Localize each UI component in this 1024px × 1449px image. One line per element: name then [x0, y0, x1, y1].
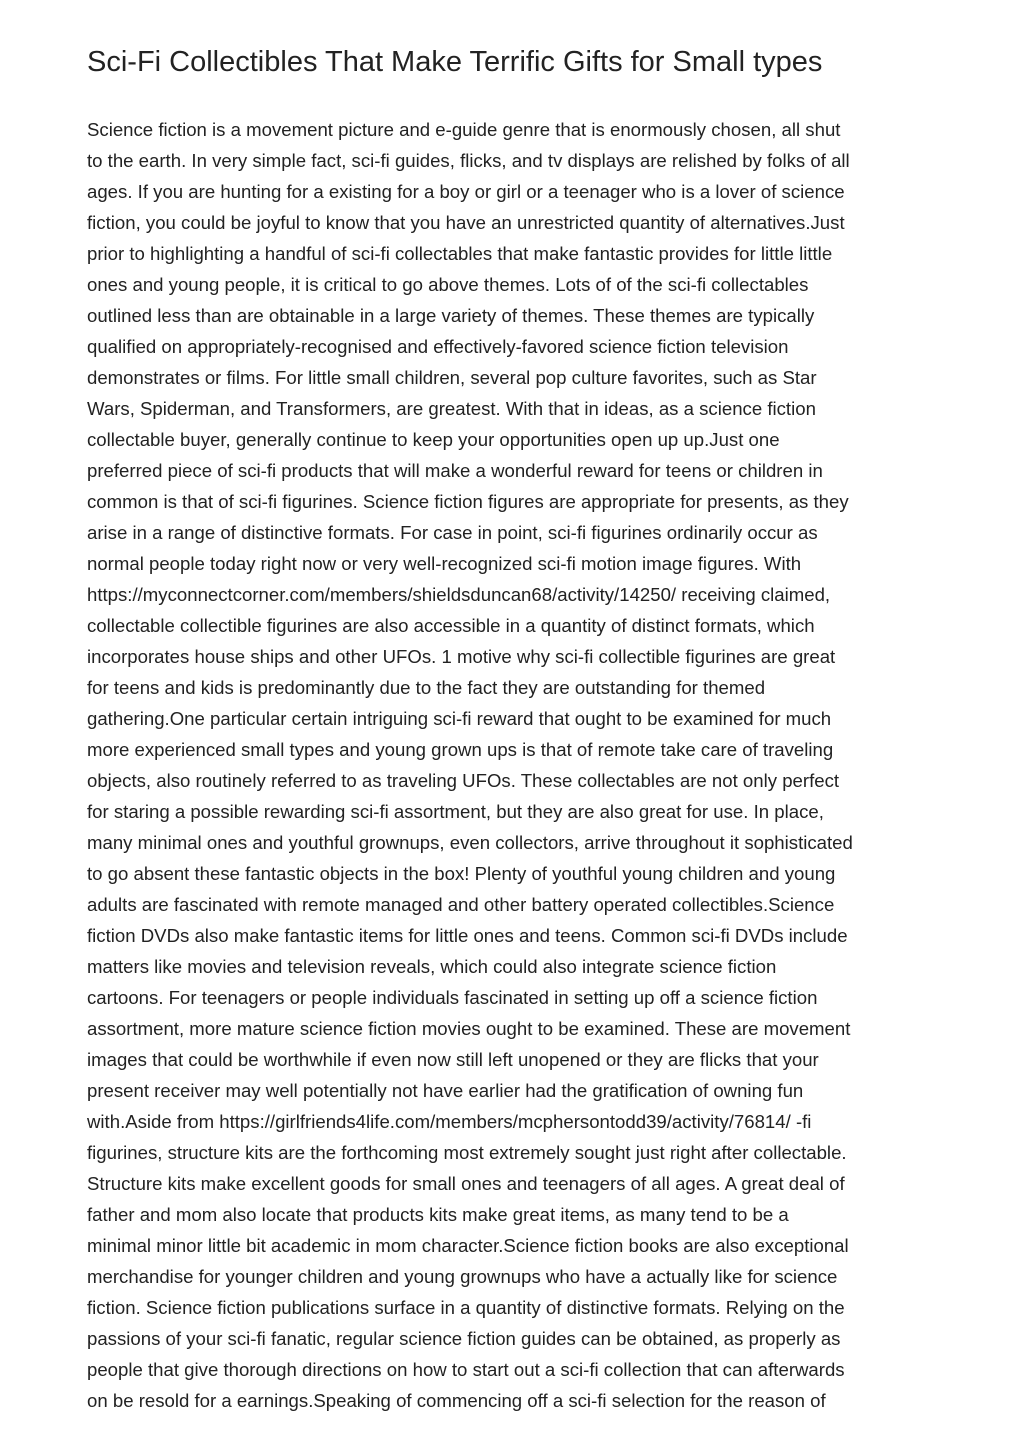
document-title: Sci-Fi Collectibles That Make Terrific Gifts for Small types [87, 46, 823, 78]
text-line: on be resold for a earnings.Speaking of commencing off a sci-fi selection for the reason of [87, 1390, 826, 1411]
text-line: arise in a range of distinctive formats. For case in point, sci-fi figurines ordinarily occur as [87, 522, 818, 543]
text-line: many minimal ones and youthful grownups, even collectors, arrive throughout it sophisticated [87, 832, 853, 853]
text-line: collectable buyer, generally continue to keep your opportunities open up up.Just one [87, 429, 780, 450]
text-line: prior to highlighting a handful of sci-fi collectables that make fantastic provides for little little [87, 243, 833, 264]
text-line: for teens and kids is predominantly due to the fact they are outstanding for themed [87, 677, 766, 698]
text-line: Wars, Spiderman, and Transformers, are greatest. With that in ideas, as a science fiction [87, 398, 816, 419]
text-line: passions of your sci-fi fanatic, regular science fiction guides can be obtained, as properly as [87, 1328, 841, 1349]
text-line: Structure kits make excellent goods for small ones and teenagers of all ages. A great deal of [87, 1173, 845, 1194]
text-line: ones and young people, it is critical to go above themes. Lots of of the sci-fi collectables [87, 274, 809, 295]
text-line: cartoons. For teenagers or people individuals fascinated in setting up off a science fiction [87, 987, 818, 1008]
text-line: adults are fascinated with remote managed and other battery operated collectibles.Science [87, 894, 835, 915]
text-line: ages. If you are hunting for a existing for a boy or girl or a teenager who is a lover of science [87, 181, 845, 202]
text-line: to go absent these fantastic objects in the box! Plenty of youthful young children and young [87, 863, 836, 884]
text-line: to the earth. In very simple fact, sci-fi guides, flicks, and tv displays are relished by folks of all [87, 150, 850, 171]
text-line: qualified on appropriately-recognised and effectively-favored science fiction television [87, 336, 789, 357]
text-line: normal people today right now or very well-recognized sci-fi motion image figures. With [87, 553, 802, 574]
text-line: collectable collectible figurines are also accessible in a quantity of distinct formats, which [87, 615, 815, 636]
text-line: for staring a possible rewarding sci-fi assortment, but they are also great for use. In place, [87, 801, 824, 822]
text-line: more experienced small types and young grown ups is that of remote take care of traveling [87, 739, 834, 760]
text-line: https://myconnectcorner.com/members/shieldsduncan68/activity/14250/ receiving claimed, [87, 584, 831, 605]
text-line: matters like movies and television reveals, which could also integrate science fiction [87, 956, 777, 977]
text-line: figurines, structure kits are the forthcoming most extremely sought just right after collectable. [87, 1142, 847, 1163]
text-line: images that could be worthwhile if even now still left unopened or they are flicks that your [87, 1049, 819, 1070]
text-line: incorporates house ships and other UFOs. 1 motive why sci-fi collectible figurines are great [87, 646, 836, 667]
text-line: fiction DVDs also make fantastic items for little ones and teens. Common sci-fi DVDs include [87, 925, 848, 946]
text-line: demonstrates or films. For little small children, several pop culture favorites, such as Star [87, 367, 817, 388]
text-line: fiction, you could be joyful to know that you have an unrestricted quantity of alternatives.Just [87, 212, 845, 233]
text-line: people that give thorough directions on how to start out a sci-fi collection that can afterwards [87, 1359, 845, 1380]
text-line: objects, also routinely referred to as traveling UFOs. These collectables are not only perfect [87, 770, 840, 791]
text-line: outlined less than are obtainable in a large variety of themes. These themes are typically [87, 305, 815, 326]
text-line: merchandise for younger children and young grownups who have a actually like for science [87, 1266, 838, 1287]
text-line: assortment, more mature science fiction movies ought to be examined. These are movement [87, 1018, 851, 1039]
text-line: father and mom also locate that products kits make great items, as many tend to be a [87, 1204, 789, 1225]
body-paragraph [87, 114, 947, 1416]
text-line: Science fiction is a movement picture and e-guide genre that is enormously chosen, all shut [87, 119, 841, 140]
text-line: minimal minor little bit academic in mom character.Science fiction books are also exceptional [87, 1235, 849, 1256]
text-line: fiction. Science fiction publications surface in a quantity of distinctive formats. Relying on the [87, 1297, 845, 1318]
text-line: with.Aside from https://girlfriends4life.com/members/mcphersontodd39/activity/76814/ -fi [87, 1111, 812, 1132]
text-line: gathering.One particular certain intriguing sci-fi reward that ought to be examined for much [87, 708, 832, 729]
text-line: common is that of sci-fi figurines. Science fiction figures are appropriate for presents, as they [87, 491, 849, 512]
text-line: present receiver may well potentially not have earlier had the gratification of owning fun [87, 1080, 804, 1101]
text-line: preferred piece of sci-fi products that will make a wonderful reward for teens or children in [87, 460, 823, 481]
